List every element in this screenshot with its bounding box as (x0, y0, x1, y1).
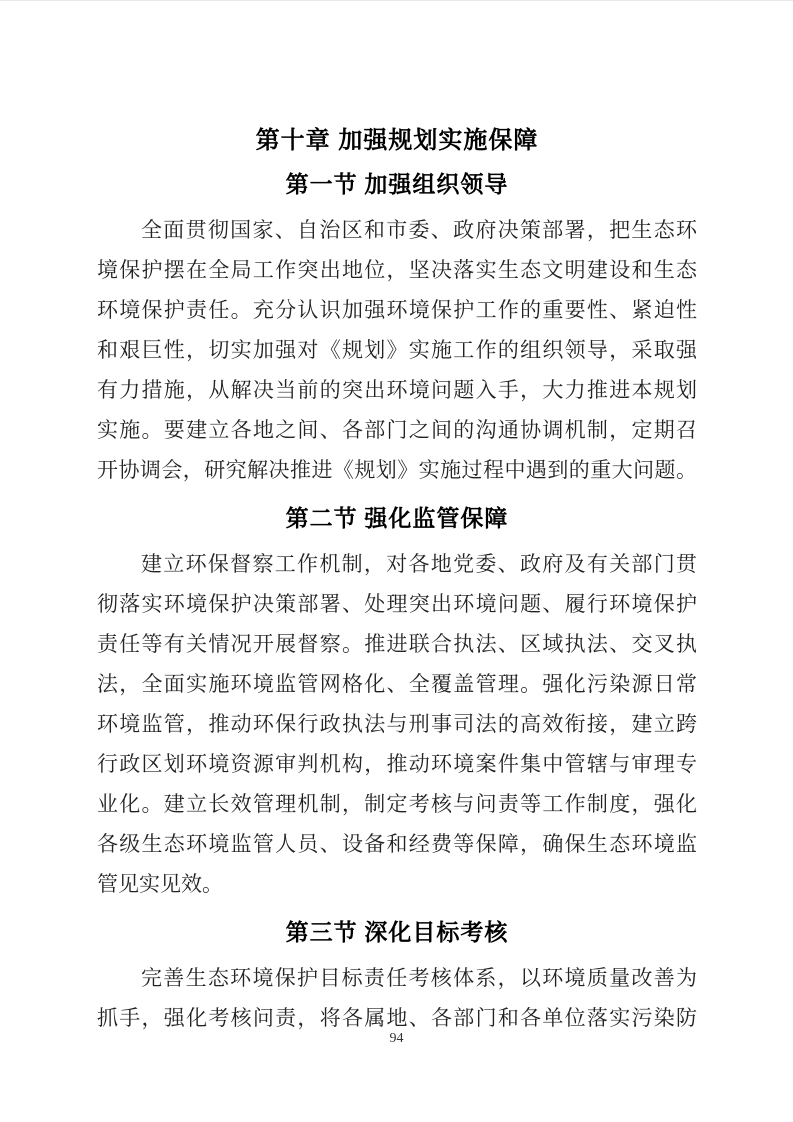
text-line: 环境保护责任。充分认识加强环境保护工作的重要性、紧迫性 (97, 298, 697, 322)
section-3-paragraph (97, 958, 697, 1038)
text-line: 责任等有关情况开展督察。推进联合执法、区域执法、交叉执 (97, 632, 697, 656)
text-line: 业化。建立长效管理机制，制定考核与问责等工作制度，强化 (97, 792, 697, 816)
text-line: 建立环保督察工作机制，对各地党委、政府及有关部门贯 (141, 552, 697, 576)
text-line: 彻落实环境保护决策部署、处理突出环境问题、履行环境保护 (97, 592, 697, 616)
page-number: 94 (389, 1031, 404, 1046)
text-line: 完善生态环境保护目标责任考核体系，以环境质量改善为 (141, 966, 697, 990)
section-heading-3: 第三节 深化目标考核 (285, 920, 509, 945)
text-line: 开协调会，研究解决推进《规划》实施过程中遇到的重大问题。 (97, 458, 697, 482)
text-line: 行政区划环境资源审判机构，推动环境案件集中管辖与审理专 (97, 752, 697, 776)
text-line: 抓手，强化考核问责，将各属地、各部门和各单位落实污染防 (97, 1006, 697, 1030)
text-line: 各级生态环境监管人员、设备和经费等保障，确保生态环境监 (97, 832, 697, 856)
text-line: 全面贯彻国家、自治区和市委、政府决策部署，把生态环 (141, 218, 697, 242)
chapter-title: 第十章 加强规划实施保障 (255, 127, 539, 154)
text-line: 实施。要建立各地之间、各部门之间的沟通协调机制，定期召 (97, 418, 697, 442)
text-line: 法，全面实施环境监管网格化、全覆盖管理。强化污染源日常 (97, 672, 697, 696)
section-2-paragraph (97, 544, 697, 904)
text-line: 和艰巨性，切实加强对《规划》实施工作的组织领导，采取强 (97, 338, 697, 362)
text-line: 环境监管，推动环保行政执法与刑事司法的高效衔接，建立跨 (97, 712, 697, 736)
text-line: 有力措施，从解决当前的突出环境问题入手，大力推进本规划 (97, 378, 697, 402)
section-1-paragraph (97, 210, 697, 490)
section-heading-1: 第一节 加强组织领导 (285, 172, 509, 197)
text-line: 境保护摆在全局工作突出地位，坚决落实生态文明建设和生态 (97, 258, 697, 282)
text-line: 管见实见效。 (97, 872, 223, 896)
section-heading-2: 第二节 强化监管保障 (285, 506, 509, 531)
